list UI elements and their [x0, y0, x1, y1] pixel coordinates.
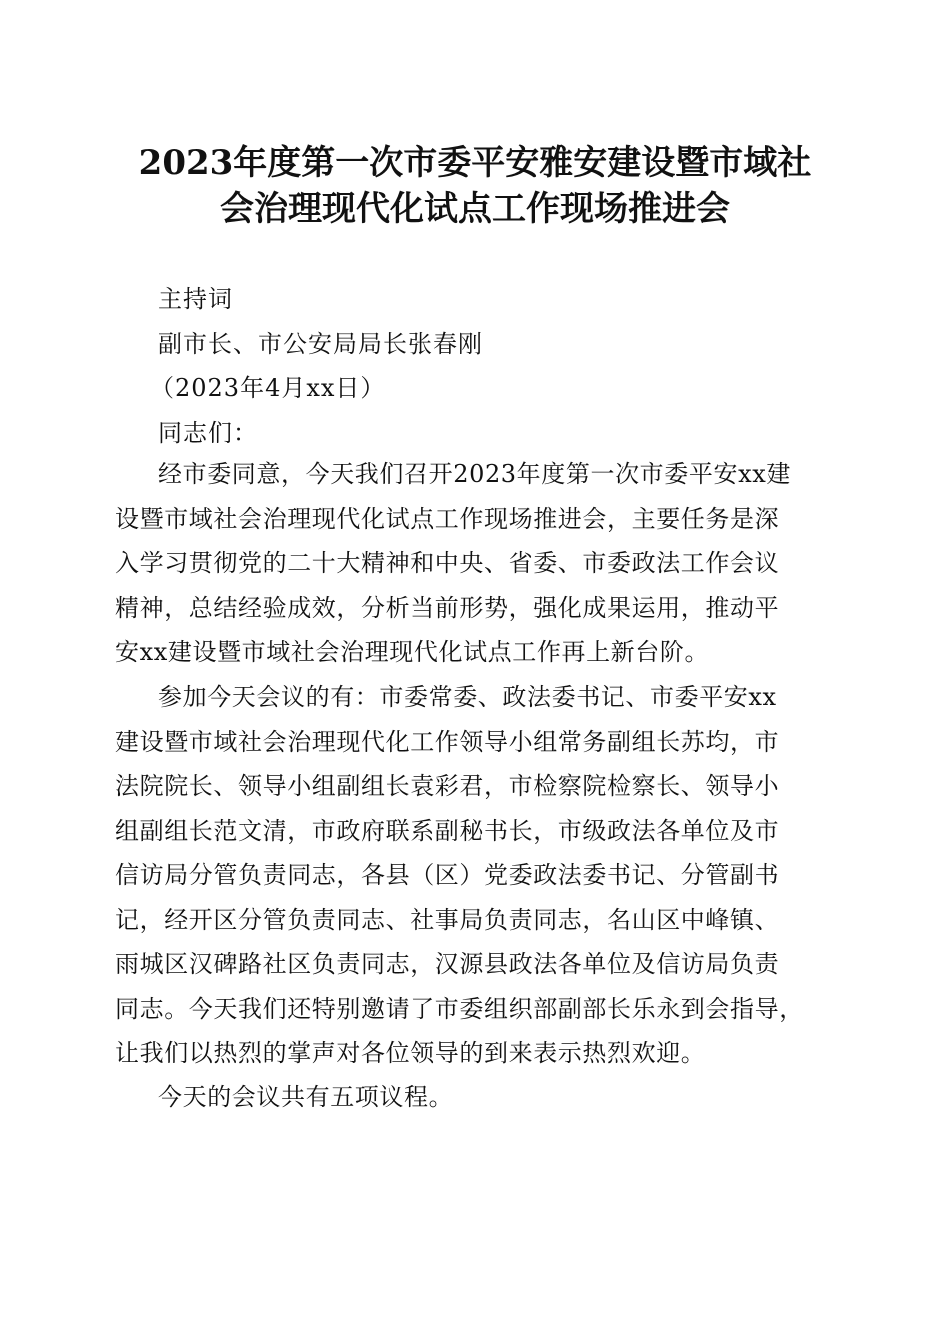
document-title	[100, 140, 850, 232]
paragraph-line: 精神，总结经验成效，分析当前形势，强化成果运用，推动平	[115, 593, 780, 622]
paragraph-line: 经市委同意，今天我们召开2023年度第一次市委平安xx建	[158, 460, 791, 488]
paragraph-line: 同志。今天我们还特别邀请了市委组织部副部长乐永到会指导，	[115, 994, 804, 1023]
salutation: 同志们：	[158, 419, 258, 447]
paragraph-line: 雨城区汉碑路社区负责同志，汉源县政法各单位及信访局负责	[115, 950, 780, 978]
paragraph-line: 参加今天会议的有：市委常委、政法委书记、市委平安xx	[158, 683, 777, 711]
speaker-line: 副市长、市公安局局长张春刚	[158, 330, 483, 358]
paragraph-line: 信访局分管负责同志，各县（区）党委政法委书记、分管副书	[115, 861, 780, 889]
paragraph-line: 入学习贯彻党的二十大精神和中央、省委、市委政法工作会议	[115, 549, 780, 577]
paragraph-agenda	[115, 1075, 827, 1120]
document-type-label: 主持词	[158, 285, 233, 313]
title-line-1: 2023年度第一次市委平安雅安建设暨市域社	[138, 143, 812, 183]
paragraph-line: 建设暨市域社会治理现代化工作领导小组常务副组长苏均，市	[115, 727, 780, 756]
paragraph-line: 今天的会议共有五项议程。	[158, 1083, 454, 1111]
paragraph-line: 安xx建设暨市域社会治理现代化试点工作再上新台阶。	[115, 638, 710, 666]
paragraph-line: 法院院长、领导小组副组长袁彩君，市检察院检察长、领导小	[115, 772, 780, 800]
paragraph-line: 让我们以热烈的掌声对各位领导的到来表示热烈欢迎。	[115, 1039, 706, 1067]
paragraph-attendees	[115, 675, 827, 1076]
date-line: （2023年4月xx日）	[150, 374, 386, 402]
paragraph-line: 记，经开区分管负责同志、社事局负责同志，名山区中峰镇、	[115, 905, 780, 934]
paragraph-opening	[115, 452, 827, 675]
paragraph-line: 设暨市域社会治理现代化试点工作现场推进会，主要任务是深	[115, 504, 780, 533]
title-line-2: 会治理现代化试点工作现场推进会	[220, 189, 730, 229]
paragraph-line: 组副组长范文清，市政府联系副秘书长，市级政法各单位及市	[115, 816, 780, 845]
